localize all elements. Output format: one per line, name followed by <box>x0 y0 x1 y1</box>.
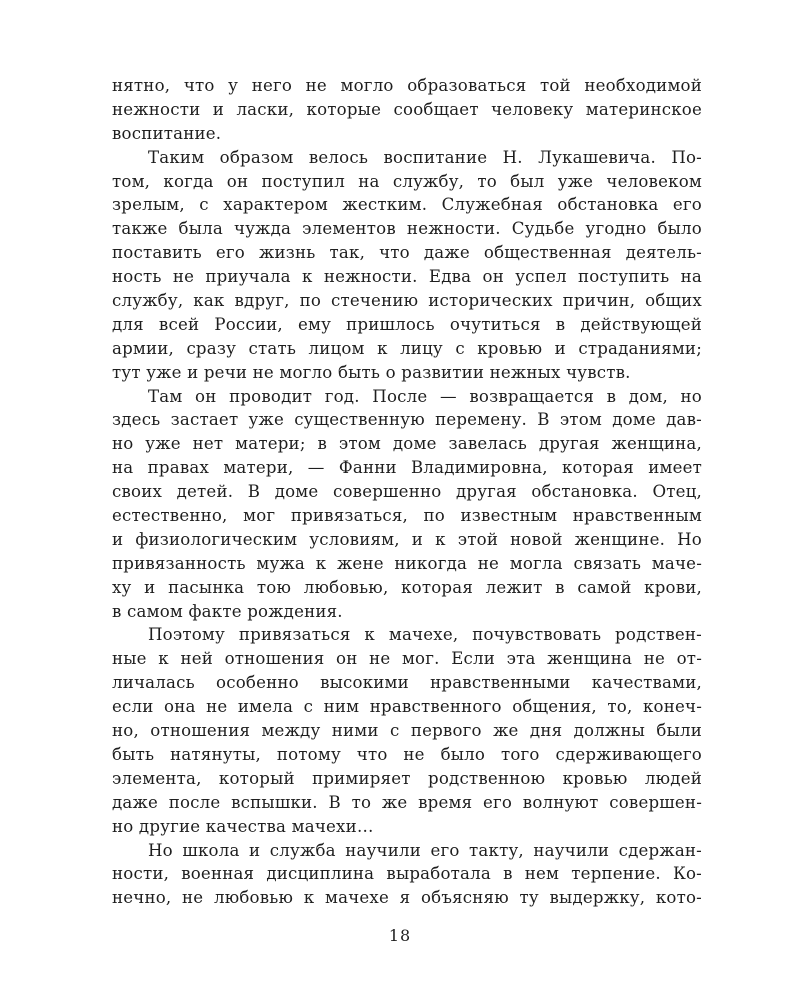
text-line: на правах матери, — Фанни Владимировна, которая имеет <box>112 458 702 478</box>
text-line: здесь застает уже существенную перемену. В этом доме дав- <box>112 410 702 430</box>
text-line: службу, как вдруг, по стечению исторических причин, общих <box>112 291 702 311</box>
text-line: в самом факте рождения. <box>112 601 343 621</box>
text-line: но уже нет матери; в этом доме завелась другая женщина, <box>112 434 702 454</box>
text-line: и физиологическим условиям, и к этой новой женщине. Но <box>112 529 702 549</box>
text-line: также была чужда элементов нежности. Судьбе угодно было <box>112 219 702 239</box>
text-line: своих детей. В доме совершенно другая обстановка. Отец, <box>112 482 702 502</box>
text-line: привязанность мужа к жене никогда не могла связать маче- <box>112 553 702 573</box>
text-line: ные к ней отношения он не мог. Если эта женщина не от- <box>112 649 702 669</box>
text-line: для всей России, ему пришлось очутиться в действующей <box>112 314 702 334</box>
body-text <box>112 74 702 910</box>
text-line: ху и пасынка тою любовью, которая лежит в самой крови, <box>112 577 702 597</box>
text-line: армии, сразу стать лицом к лицу с кровью и страданиями; <box>112 338 702 358</box>
text-line: если она не имела с ним нравственного общения, то, конеч- <box>112 697 702 717</box>
text-line: воспитание. <box>112 123 222 143</box>
page-number: 18 <box>388 926 412 945</box>
text-line: быть натянуты, потому что не было того сдерживающего <box>112 744 702 764</box>
text-line: даже после вспышки. В то же время его волнуют совершен- <box>112 792 702 812</box>
text-line: ности, военная дисциплина выработала в нем терпение. Ко- <box>112 864 702 884</box>
text-line: но, отношения между ними с первого же дня должны были <box>112 721 702 741</box>
text-line: тут уже и речи не могло быть о развитии нежных чувств. <box>112 362 631 382</box>
text-line: ность не приучала к нежности. Едва он успел поступить на <box>112 267 702 287</box>
text-line: естественно, мог привязаться, по известным нравственным <box>112 506 702 526</box>
text-line: нятно, что у него не могло образоваться той необходимой <box>112 76 702 95</box>
text-line: Таким образом велось воспитание Н. Лукашевича. По- <box>148 147 702 167</box>
text-line: личалась особенно высокими нравственными качествами, <box>112 673 702 693</box>
text-line: Поэтому привязаться к мачехе, почувствовать родствен- <box>148 625 702 645</box>
text-line: поставить его жизнь так, что даже общественная деятель- <box>112 243 702 263</box>
text-line: зрелым, с характером жестким. Служебная обстановка его <box>112 195 702 215</box>
text-line: нечно, не любовью к мачехе я объясняю ту выдержку, кото- <box>112 888 702 908</box>
text-line: элемента, который примиряет родственною кровью людей <box>112 768 702 788</box>
text-line: Но школа и служба научили его такту, научили сдержан- <box>148 840 702 860</box>
text-line: том, когда он поступил на службу, то был уже человеком <box>112 171 702 191</box>
text-line: нежности и ласки, которые сообщает человеку материнское <box>112 99 702 119</box>
text-line: но другие качества мачехи… <box>112 816 374 836</box>
text-line: Там он проводит год. После — возвращается в дом, но <box>148 386 702 406</box>
